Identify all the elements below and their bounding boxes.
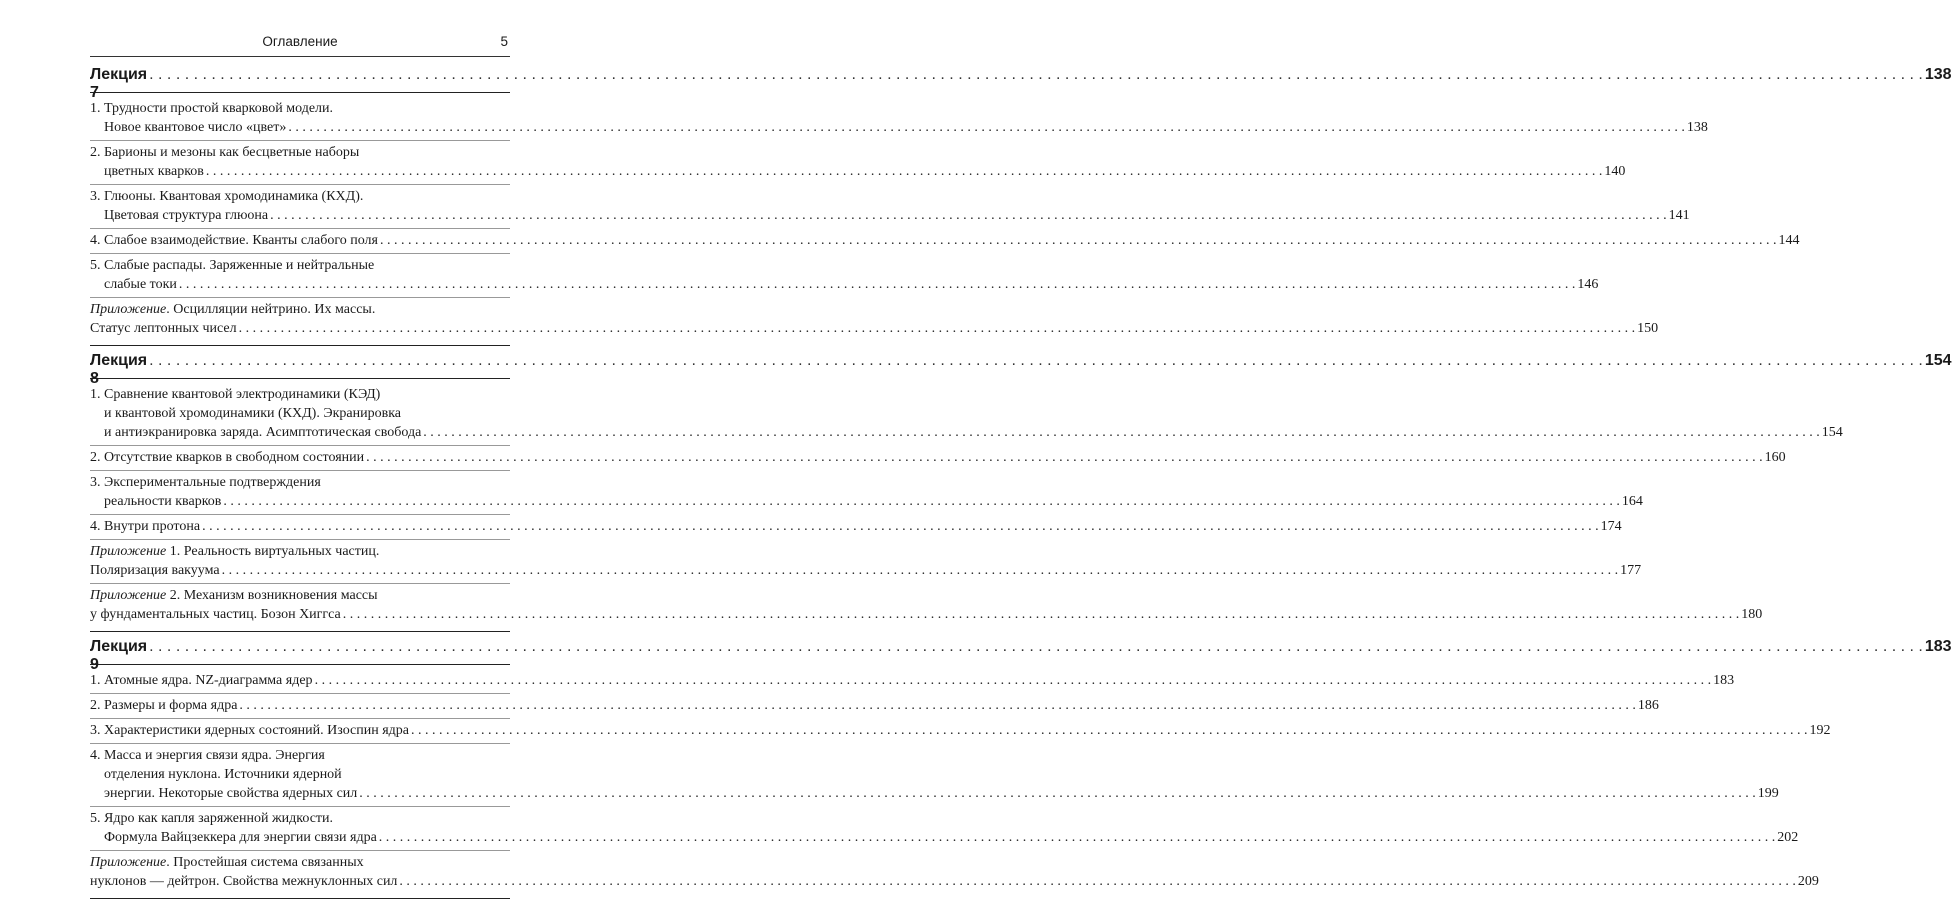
entry-page: 209: [1797, 874, 1819, 889]
leader-dots: . . . . . . . . . . . . . . . . . . . . . . . . . . . . . . . . . . . . . . . . . . . . . . . . . . . . . . . . . . . . . . . . . . . . . . . . . . . . . . . . . . . . . . . . . . . . . . . . . . . . . . . . . . . . . . . . . . . . . . . . . . . . . . . . . . . . . . . . . . . . . . . . . . . . . . . . . . . . . . . . . . . . . . . . . . . . . . . . . . . . . . . . . . . . . . . . . . . . . . . .: [359, 786, 1756, 801]
entry-line: [90, 385, 510, 404]
entry-page: 150: [1637, 321, 1659, 336]
lecture-page: 154: [1924, 352, 1952, 369]
entry-line: [90, 256, 510, 275]
lecture-entries: [90, 378, 1843, 632]
appendix-entry[interactable]: [90, 539, 1642, 583]
leader-dots: . . . . . . . . . . . . . . . . . . . . . . . . . . . . . . . . . . . . . . . . . . . . . . . . . . . . . . . . . . . . . . . . . . . . . . . . . . . . . . . . . . . . . . . . . . . . . . . . . . . . . . . . . . . . . . . . . . . . . . . . . . . . . . . . . . . . . . . . . . . . . . . . . . . . . . . . . . . . . . . . . . . . . . . . . . . . . . . . . . . . . . . . . . . . . . . . . . . . . . . .: [221, 563, 1619, 578]
entry-text: Поляризация вакуума: [90, 563, 220, 578]
entry-page: 141: [1668, 208, 1690, 223]
entry-line: [90, 99, 510, 118]
entry-last-line: [90, 275, 1599, 294]
toc-entry[interactable]: [90, 228, 1800, 253]
entry-text: Цветовая структура глюона: [104, 208, 269, 223]
lecture-heading[interactable]: [90, 66, 1952, 101]
toc-entry[interactable]: [90, 383, 1843, 445]
appendix-label: Приложение: [90, 544, 167, 559]
leader-dots: . . . . . . . . . . . . . . . . . . . . . . . . . . . . . . . . . . . . . . . . . . . . . . . . . . . . . . . . . . . . . . . . . . . . . . . . . . . . . . . . . . . . . . . . . . . . . . . . . . . . . . . . . . . . . . . . . . . . . . . . . . . . . . . . . . . . . . . . . . . . . . . . . . . . . . . . . . . . . . . . . . . . . . . . . . . . . . . . . . . . . . . . . . . . . . . . . . . . . . . .: [270, 208, 1667, 223]
appendix-entry[interactable]: [90, 297, 1659, 341]
toc-entry[interactable]: [90, 97, 1708, 140]
toc-entry[interactable]: [90, 470, 1643, 514]
toc-entry[interactable]: [90, 806, 1799, 850]
page-header: [92, 34, 508, 56]
entry-page: 164: [1621, 494, 1643, 509]
entry-text: 5. Слабые распады. Заряженные и нейтральные: [90, 258, 375, 273]
entry-text: цветных кварков: [104, 164, 204, 179]
entry-last-line: [90, 671, 1735, 690]
entry-text: 3. Характеристики ядерных состояний. Изоспин ядра: [90, 723, 410, 738]
toc-entry[interactable]: [90, 140, 1626, 184]
entry-last-line: [90, 448, 1786, 467]
lecture-entries: [90, 92, 1800, 346]
entry-page: 154: [1821, 425, 1843, 440]
entry-line: [90, 300, 510, 319]
appendix-label: Приложение: [90, 855, 167, 870]
entry-last-line: [90, 319, 1659, 338]
entry-text: и квантовой хромодинамики (КХД). Экранировка: [104, 406, 402, 421]
entry-last-line: [90, 605, 1763, 624]
toc-entry[interactable]: [90, 253, 1599, 297]
toc-entry[interactable]: [90, 184, 1690, 228]
entry-last-line: [90, 231, 1800, 250]
entry-text: Формула Вайцзеккера для энергии связи ядра: [104, 830, 377, 845]
entry-text: 2. Барионы и мезоны как бесцветные наборы: [90, 145, 360, 160]
entry-text: . Осцилляции нейтрино. Их массы.: [166, 302, 376, 317]
entry-last-line: [90, 561, 1642, 580]
running-header-title: Оглавление: [262, 34, 338, 49]
lecture-entries: [90, 664, 1831, 899]
lecture-heading[interactable]: [90, 352, 1952, 387]
entry-last-line: [90, 162, 1626, 181]
entry-last-line: [90, 696, 1659, 715]
entry-line: [90, 404, 510, 423]
entry-last-line: [90, 517, 1622, 536]
entry-text: у фундаментальных частиц. Бозон Хиггса: [90, 607, 341, 622]
entry-text: 1. Атомные ядра. NZ-диаграмма ядер: [90, 673, 313, 688]
leader-dots: . . . . . . . . . . . . . . . . . . . . . . . . . . . . . . . . . . . . . . . . . . . . . . . . . . . . . . . . . . . . . . . . . . . . . . . . . . . . . . . . . . . . . . . . . . . . . . . . . . . . . . . . . . . . . . . . . . . . . . . . . . . . . . . . . . . . . . . . . . . . . . . . . . . . . . . . . . . . . . . . . . . . . . . . . . . . . . . . . . . . . . . . . . . . . . . . . . . . . . . .: [202, 519, 1599, 534]
leader-dots: . . . . . . . . . . . . . . . . . . . . . . . . . . . . . . . . . . . . . . . . . . . . . . . . . . . . . . . . . . . . . . . . . . . . . . . . . . . . . . . . . . . . . . . . . . . . . . . . . . . . . . . . . . . . . . . . . . . . . . . . . . . . . . . . . . . . . . . . . . . . . . . . . . . . . . . . . . . . . . . . . . . . . . . . . . . . . . . . . . . . . . . . . . . . . . . . . . . . . . . .: [379, 233, 1777, 248]
entry-page: 186: [1637, 698, 1659, 713]
leader-dots: . . . . . . . . . . . . . . . . . . . . . . . . . . . . . . . . . . . . . . . . . . . . . . . . . . . . . . . . . . . . . . . . . . . . . . . . . . . . . . . . . . . . . . . . . . . . . . . . . . . . . . . . . . . . . . . . . . . . . . . . . . . . . . . . . . . . . . . . . . . . . . . . . . . . . . . . . . . . . . . . . . . . . . . . . . . . . . . . . . . . . . . . . . . . . . . . . . . . . . . .: [399, 874, 1796, 889]
leader-dots: . . . . . . . . . . . . . . . . . . . . . . . . . . . . . . . . . . . . . . . . . . . . . . . . . . . . . . . . . . . . . . . . . . . . . . . . . . . . . . . . . . . . . . . . . . . . . . . . . . . . . . . . . . . . . . . . . . . . . . . . . . . . . . . . . . . . . . . . . . . . . . . . . . . . . . . . . . . . . . . . . . . . . . . . . . . . . . . . . . . . . . . . . . . . . . . . . . . . . . . .: [205, 164, 1603, 179]
entry-text: энергии. Некоторые свойства ядерных сил: [104, 786, 358, 801]
entry-text: . Простейшая система связанных: [166, 855, 364, 870]
entry-last-line: [90, 784, 1779, 803]
entry-page: 199: [1757, 786, 1779, 801]
entry-line: [90, 746, 510, 765]
lecture-heading[interactable]: [90, 638, 1952, 673]
leader-dots: . . . . . . . . . . . . . . . . . . . . . . . . . . . . . . . . . . . . . . . . . . . . . . . . . . . . . . . . . . . . . . . . . . . . . . . . . . . . . . . . . . . . . . . . . . . . . . . . . . . . . . . . . . . . . . . . . . . . . . . . . . . . . . . . . . . . . . . . . . . . . . . . . . . . . . . . . . . . . . . . . . . . . . . . . . . . . . . . . . . . . . . . . . . . . . . . . . . . . . . .: [149, 352, 1923, 369]
leader-dots: . . . . . . . . . . . . . . . . . . . . . . . . . . . . . . . . . . . . . . . . . . . . . . . . . . . . . . . . . . . . . . . . . . . . . . . . . . . . . . . . . . . . . . . . . . . . . . . . . . . . . . . . . . . . . . . . . . . . . . . . . . . . . . . . . . . . . . . . . . . . . . . . . . . . . . . . . . . . . . . . . . . . . . . . . . . . . . . . . . . . . . . . . . . . . . . . . . . . . . . .: [411, 723, 1808, 738]
toc-entry[interactable]: [90, 669, 1735, 693]
entry-text: и антиэкранировка заряда. Асимптотическая свобода: [104, 425, 422, 440]
entry-text: 1. Трудности простой кварковой модели.: [90, 101, 334, 116]
entry-text: слабые токи: [104, 277, 177, 292]
entry-text: 5. Ядро как капля заряженной жидкости.: [90, 811, 334, 826]
entry-text: реальности кварков: [104, 494, 222, 509]
entry-text: нуклонов — дейтрон. Свойства межнуклонных сил: [90, 874, 398, 889]
entry-text: 2. Механизм возникновения массы: [166, 588, 378, 603]
page-number: 5: [500, 34, 508, 49]
appendix-entry[interactable]: [90, 850, 1819, 894]
entry-last-line: [90, 828, 1799, 847]
leader-dots: . . . . . . . . . . . . . . . . . . . . . . . . . . . . . . . . . . . . . . . . . . . . . . . . . . . . . . . . . . . . . . . . . . . . . . . . . . . . . . . . . . . . . . . . . . . . . . . . . . . . . . . . . . . . . . . . . . . . . . . . . . . . . . . . . . . . . . . . . . . . . . . . . . . . . . . . . . . . . . . . . . . . . . . . . . . . . . . . . . . . . . . . . . . . . . . . . . . . . . . .: [342, 607, 1740, 622]
entry-page: 177: [1620, 563, 1642, 578]
entry-text: отделения нуклона. Источники ядерной: [104, 767, 342, 782]
entry-text: 3. Глюоны. Квантовая хромодинамика (КХД).: [90, 189, 364, 204]
entry-text: 4. Слабое взаимодействие. Кванты слабого поля: [90, 233, 378, 248]
entry-line: [90, 187, 510, 206]
entry-text: 1. Сравнение квантовой электродинамики (КЭД): [90, 387, 381, 402]
entry-page: 146: [1577, 277, 1599, 292]
entry-line: [90, 853, 510, 872]
toc-entry[interactable]: [90, 445, 1786, 470]
lecture-page: 138: [1924, 66, 1952, 83]
table-of-contents: [90, 66, 1952, 899]
entry-line: [90, 809, 510, 828]
entry-page: 160: [1764, 450, 1786, 465]
entry-last-line: [90, 872, 1819, 891]
leader-dots: . . . . . . . . . . . . . . . . . . . . . . . . . . . . . . . . . . . . . . . . . . . . . . . . . . . . . . . . . . . . . . . . . . . . . . . . . . . . . . . . . . . . . . . . . . . . . . . . . . . . . . . . . . . . . . . . . . . . . . . . . . . . . . . . . . . . . . . . . . . . . . . . . . . . . . . . . . . . . . . . . . . . . . . . . . . . . . . . . . . . . . . . . . . . . . . . . . . . . . . .: [223, 494, 1620, 509]
entry-text: 2. Отсутствие кварков в свободном состоянии: [90, 450, 365, 465]
entry-page: 140: [1604, 164, 1626, 179]
lecture-title: Лекция 7: [90, 66, 148, 101]
leader-dots: . . . . . . . . . . . . . . . . . . . . . . . . . . . . . . . . . . . . . . . . . . . . . . . . . . . . . . . . . . . . . . . . . . . . . . . . . . . . . . . . . . . . . . . . . . . . . . . . . . . . . . . . . . . . . . . . . . . . . . . . . . . . . . . . . . . . . . . . . . . . . . . . . . . . . . . . . . . . . . . . . . . . . . . . . . . . . . . . . . . . . . . . . . . . . . . . . . . . . . . .: [423, 425, 1820, 440]
lecture-title: Лекция 8: [90, 352, 148, 387]
toc-entry[interactable]: [90, 514, 1622, 539]
entry-page: 174: [1600, 519, 1622, 534]
lecture-title: Лекция 9: [90, 638, 148, 673]
entry-text: 2. Размеры и форма ядра: [90, 698, 238, 713]
entry-line: [90, 143, 510, 162]
entry-text: 4. Внутри протона: [90, 519, 201, 534]
leader-dots: . . . . . . . . . . . . . . . . . . . . . . . . . . . . . . . . . . . . . . . . . . . . . . . . . . . . . . . . . . . . . . . . . . . . . . . . . . . . . . . . . . . . . . . . . . . . . . . . . . . . . . . . . . . . . . . . . . . . . . . . . . . . . . . . . . . . . . . . . . . . . . . . . . . . . . . . . . . . . . . . . . . . . . . . . . . . . . . . . . . . . . . . . . . . . . . . . . . . . . . .: [314, 673, 1712, 688]
appendix-label: Приложение: [90, 302, 167, 317]
entry-text: 4. Масса и энергия связи ядра. Энергия: [90, 748, 325, 763]
entry-page: 183: [1713, 673, 1735, 688]
toc-entry[interactable]: [90, 743, 1779, 806]
entry-page: 144: [1778, 233, 1800, 248]
appendix-label: Приложение: [90, 588, 167, 603]
toc-entry[interactable]: [90, 718, 1831, 743]
entry-text: 3. Экспериментальные подтверждения: [90, 475, 321, 490]
leader-dots: . . . . . . . . . . . . . . . . . . . . . . . . . . . . . . . . . . . . . . . . . . . . . . . . . . . . . . . . . . . . . . . . . . . . . . . . . . . . . . . . . . . . . . . . . . . . . . . . . . . . . . . . . . . . . . . . . . . . . . . . . . . . . . . . . . . . . . . . . . . . . . . . . . . . . . . . . . . . . . . . . . . . . . . . . . . . . . . . . . . . . . . . . . . . . . . . . . . . . . . .: [178, 277, 1576, 292]
entry-text: 1. Реальность виртуальных частиц.: [166, 544, 380, 559]
entry-line: [90, 473, 510, 492]
header-rule: [90, 56, 510, 57]
entry-text: Новое квантовое число «цвет»: [104, 120, 287, 135]
lecture-page: 183: [1924, 638, 1952, 655]
entry-line: [90, 542, 510, 561]
entry-line: [90, 586, 510, 605]
entry-last-line: [90, 206, 1690, 225]
leader-dots: . . . . . . . . . . . . . . . . . . . . . . . . . . . . . . . . . . . . . . . . . . . . . . . . . . . . . . . . . . . . . . . . . . . . . . . . . . . . . . . . . . . . . . . . . . . . . . . . . . . . . . . . . . . . . . . . . . . . . . . . . . . . . . . . . . . . . . . . . . . . . . . . . . . . . . . . . . . . . . . . . . . . . . . . . . . . . . . . . . . . . . . . . . . . . . . . . . . . . . . .: [149, 638, 1923, 655]
entry-page: 192: [1809, 723, 1831, 738]
entry-page: 202: [1777, 830, 1799, 845]
entry-last-line: [90, 721, 1831, 740]
leader-dots: . . . . . . . . . . . . . . . . . . . . . . . . . . . . . . . . . . . . . . . . . . . . . . . . . . . . . . . . . . . . . . . . . . . . . . . . . . . . . . . . . . . . . . . . . . . . . . . . . . . . . . . . . . . . . . . . . . . . . . . . . . . . . . . . . . . . . . . . . . . . . . . . . . . . . . . . . . . . . . . . . . . . . . . . . . . . . . . . . . . . . . . . . . . . . . . . . . . . . . . .: [366, 450, 1763, 465]
entry-line: [90, 765, 510, 784]
appendix-entry[interactable]: [90, 583, 1763, 627]
leader-dots: . . . . . . . . . . . . . . . . . . . . . . . . . . . . . . . . . . . . . . . . . . . . . . . . . . . . . . . . . . . . . . . . . . . . . . . . . . . . . . . . . . . . . . . . . . . . . . . . . . . . . . . . . . . . . . . . . . . . . . . . . . . . . . . . . . . . . . . . . . . . . . . . . . . . . . . . . . . . . . . . . . . . . . . . . . . . . . . . . . . . . . . . . . . . . . . . . . . . . . . .: [239, 698, 1636, 713]
entry-text: Статус лептонных чисел: [90, 321, 237, 336]
entry-last-line: [90, 118, 1708, 137]
leader-dots: . . . . . . . . . . . . . . . . . . . . . . . . . . . . . . . . . . . . . . . . . . . . . . . . . . . . . . . . . . . . . . . . . . . . . . . . . . . . . . . . . . . . . . . . . . . . . . . . . . . . . . . . . . . . . . . . . . . . . . . . . . . . . . . . . . . . . . . . . . . . . . . . . . . . . . . . . . . . . . . . . . . . . . . . . . . . . . . . . . . . . . . . . . . . . . . . . . . . . . . .: [238, 321, 1636, 336]
entry-page: 138: [1686, 120, 1708, 135]
entry-page: 180: [1741, 607, 1763, 622]
entry-last-line: [90, 423, 1843, 442]
leader-dots: . . . . . . . . . . . . . . . . . . . . . . . . . . . . . . . . . . . . . . . . . . . . . . . . . . . . . . . . . . . . . . . . . . . . . . . . . . . . . . . . . . . . . . . . . . . . . . . . . . . . . . . . . . . . . . . . . . . . . . . . . . . . . . . . . . . . . . . . . . . . . . . . . . . . . . . . . . . . . . . . . . . . . . . . . . . . . . . . . . . . . . . . . . . . . . . . . . . . . . . .: [288, 120, 1685, 135]
leader-dots: . . . . . . . . . . . . . . . . . . . . . . . . . . . . . . . . . . . . . . . . . . . . . . . . . . . . . . . . . . . . . . . . . . . . . . . . . . . . . . . . . . . . . . . . . . . . . . . . . . . . . . . . . . . . . . . . . . . . . . . . . . . . . . . . . . . . . . . . . . . . . . . . . . . . . . . . . . . . . . . . . . . . . . . . . . . . . . . . . . . . . . . . . . . . . . . . . . . . . . . .: [378, 830, 1776, 845]
leader-dots: . . . . . . . . . . . . . . . . . . . . . . . . . . . . . . . . . . . . . . . . . . . . . . . . . . . . . . . . . . . . . . . . . . . . . . . . . . . . . . . . . . . . . . . . . . . . . . . . . . . . . . . . . . . . . . . . . . . . . . . . . . . . . . . . . . . . . . . . . . . . . . . . . . . . . . . . . . . . . . . . . . . . . . . . . . . . . . . . . . . . . . . . . . . . . . . . . . . . . . . .: [149, 66, 1923, 83]
entry-last-line: [90, 492, 1643, 511]
toc-entry[interactable]: [90, 693, 1659, 718]
